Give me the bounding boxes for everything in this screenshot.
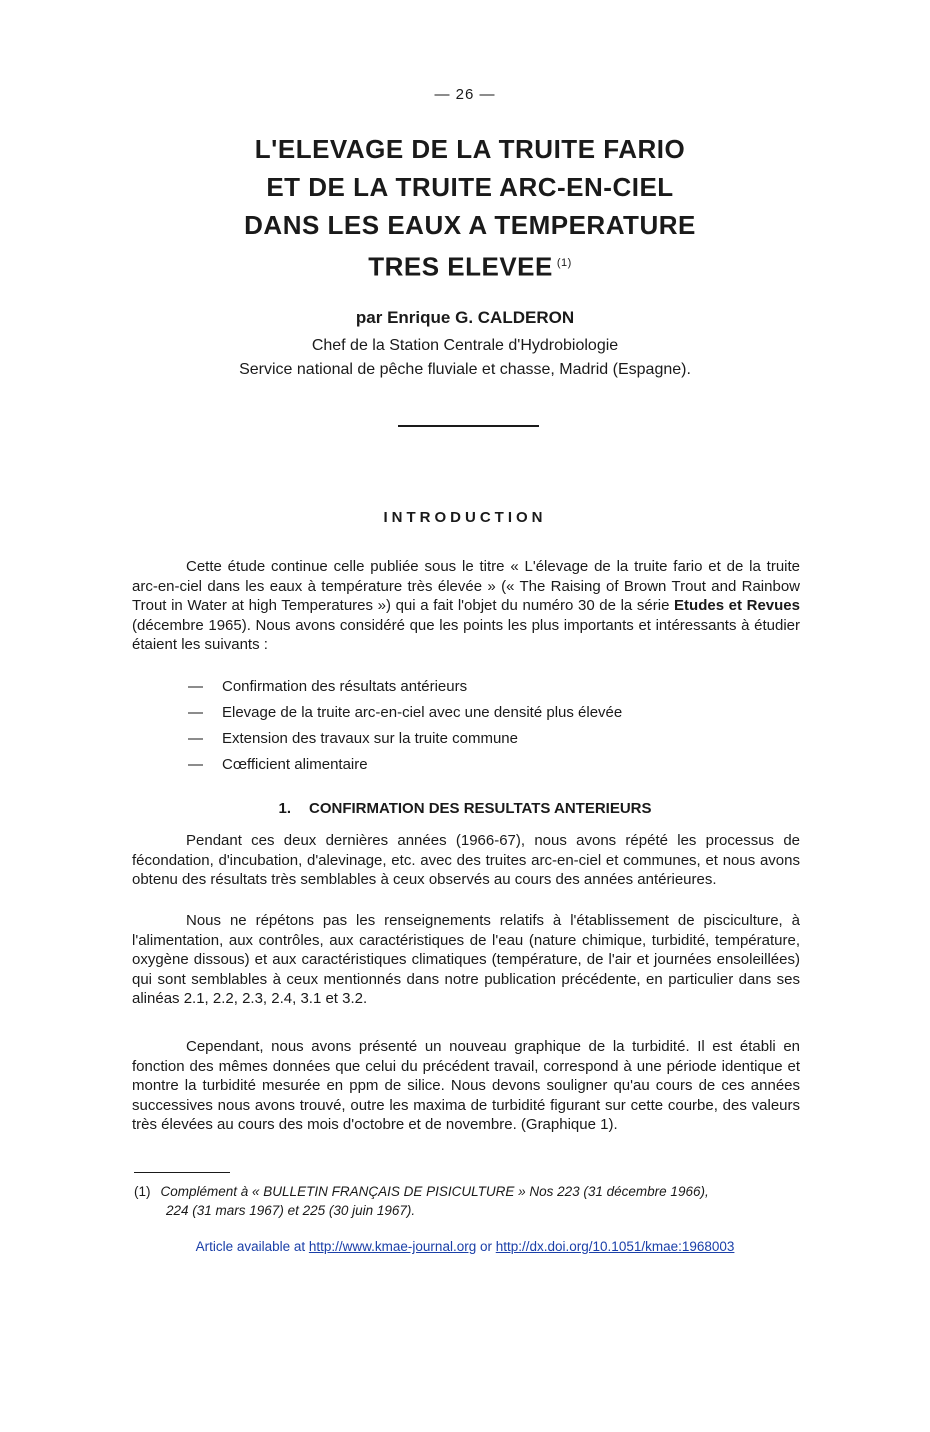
separator-rule <box>398 425 539 427</box>
article-availability <box>0 1239 930 1254</box>
section-1-paragraph-3: Cependant, nous avons présenté un nouveau graphique de la turbidité. Il est établi en fonction des mêmes données que celui du précédent travail, correspond à une période identique et montre la turbidité mesurée en ppm de silice. Nous devons souligner qu'au cours de ces années successives nous avons trouvé, outre les maxima de turbidité figurant sur cette courbe, des valeurs très élevées au cours des mois d'octobre et de novembre. (Graphique 1). <box>132 1038 800 1133</box>
footnote-rule <box>134 1172 230 1173</box>
list-item-text: Confirmation des résultats antérieurs <box>222 678 468 695</box>
title-line-1: L'ELEVAGE DE LA TRUITE FARIO <box>254 134 686 164</box>
title-line-4 <box>130 244 810 286</box>
article-prefix: Article available at <box>195 1239 309 1254</box>
section-title: CONFIRMATION DES RESULTATS ANTERIEURS <box>309 800 652 817</box>
list-item-text: Cœfficient alimentaire <box>222 756 368 773</box>
footnote-line-1 <box>134 1182 800 1201</box>
dash-marker: — <box>188 704 203 721</box>
doi-link[interactable]: http://dx.doi.org/10.1051/kmae:1968003 <box>495 1239 735 1254</box>
article-or: or <box>476 1239 496 1254</box>
list-item-text: Extension des travaux sur la truite commune <box>222 730 518 747</box>
dash-marker: — <box>188 730 203 747</box>
footnote-line-2: 224 (31 mars 1967) et 225 (30 juin 1967). <box>166 1203 416 1218</box>
page-number: — 26 — <box>434 86 496 103</box>
footnote <box>134 1182 800 1220</box>
introduction-paragraph <box>132 557 800 655</box>
list-item <box>188 677 788 703</box>
title-footnote-mark: (1) <box>556 257 572 269</box>
introduction-heading: INTRODUCTION <box>383 509 547 526</box>
section-number: 1. <box>278 800 291 817</box>
intro-text-before: Cette étude continue celle publiée sous le titre « L'élevage de la truite fario et de la truite arc-en-ciel dans les eaux à température très élevée » (« The Raising of Brown Trout and Rainbow Trout in Water at high Temperatures ») qui a fait l'objet du numéro 30 de la série <box>132 558 800 614</box>
section-1-heading <box>0 800 930 817</box>
affiliation-line-1: Chef de la Station Centrale d'Hydrobiologie <box>311 337 619 354</box>
points-list <box>188 677 788 781</box>
dash-marker: — <box>188 756 203 773</box>
list-item <box>188 729 788 755</box>
list-item <box>188 755 788 781</box>
intro-series-name: Etudes et Revues <box>674 597 800 614</box>
article-title <box>130 130 810 286</box>
title-line-4-text: TRES ELEVEE <box>368 251 553 282</box>
dash-marker: — <box>188 678 203 695</box>
footnote-mark: (1) <box>134 1184 151 1199</box>
author-line: par Enrique G. CALDERON <box>355 308 575 327</box>
section-1-paragraph-2: Nous ne répétons pas les renseignements relatifs à l'établissement de pisciculture, à l'alimentation, aux contrôles, aux caractéristiques de l'eau (nature chimique, turbidité, température, oxygène dissous) et aux caractéristiques climatiques (température, de l'air et journées ensoleillées) qui sont semblables à ceux mentionnés dans notre publication précédente, en particulier dans ses alinéas 2.1, 2.2, 2.3, 2.4, 3.1 et 3.2. <box>132 912 800 1007</box>
list-item-text: Elevage de la truite arc-en-ciel avec une densité plus élevée <box>222 704 623 721</box>
title-line-3: DANS LES EAUX A TEMPERATURE <box>244 210 696 240</box>
intro-text-after: (décembre 1965). Nous avons considéré que les points les plus importants et intéressants à étudier étaient les suivants : <box>132 616 800 653</box>
footnote-text-1: Complément à « BULLETIN FRANÇAIS DE PISICULTURE » Nos 223 (31 décembre 1966), <box>160 1184 709 1199</box>
section-1-paragraph-1: Pendant ces deux dernières années (1966-67), nous avons répété les processus de fécondation, d'incubation, d'alevinage, etc. avec des truites arc-en-ciel et communes, et nous avons obtenu des résultats très semblables à ceux observés au cours des années antérieures. <box>132 832 800 888</box>
journal-link[interactable]: http://www.kmae-journal.org <box>308 1239 477 1254</box>
affiliation-line-2: Service national de pêche fluviale et chasse, Madrid (Espagne). <box>239 361 691 378</box>
title-line-2: ET DE LA TRUITE ARC-EN-CIEL <box>266 172 674 202</box>
list-item <box>188 703 788 729</box>
